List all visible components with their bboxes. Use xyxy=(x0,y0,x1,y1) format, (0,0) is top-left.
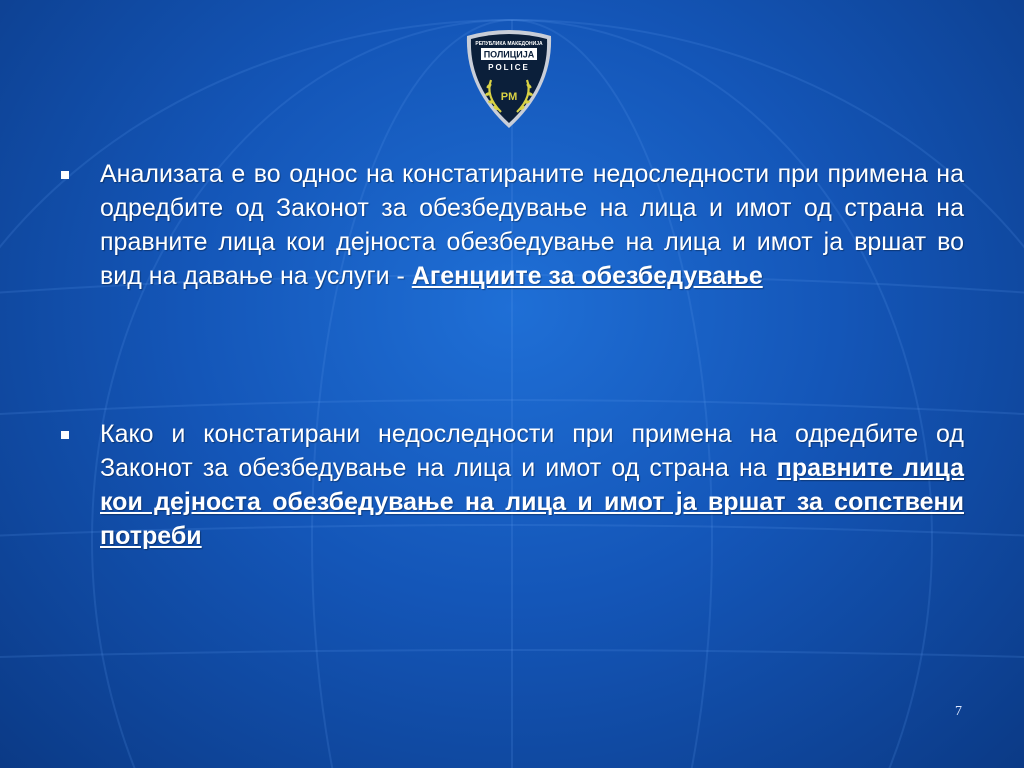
emblem-text-main: ПОЛИЦИЈА xyxy=(483,49,535,60)
emblem-text-top: РЕПУБЛИКА МАКЕДОНИЈА xyxy=(475,41,543,47)
page-number: 7 xyxy=(955,704,962,719)
bullet-1-text: Анализата е во однос на констатираните недоследности при примена на одредбите од Законот за обезбедување на лица и имот од страна на правните лица кои дејноста обезбедување на лица и имот ја вршат во вид на давање на услуги - xyxy=(100,160,964,290)
emblem-monogram: PM xyxy=(500,91,518,103)
bullet-2-emphasis: правните лица кои дејноста обезбедување на лица и имот ја вршат за сопствени потреби xyxy=(100,454,964,550)
bullet-item-2 xyxy=(100,417,964,553)
bullet-1-emphasis: Агенциите за обезбедување xyxy=(411,262,763,290)
bullet-marker xyxy=(61,431,69,439)
bullet-marker xyxy=(61,171,69,179)
bullet-2-text: Како и констатирани недоследности при примена на одредбите од Законот за обезбедување на лица и имот од страна на xyxy=(100,420,964,482)
bullet-item-1 xyxy=(100,157,964,293)
emblem-text-sub: POLICE xyxy=(488,63,530,72)
